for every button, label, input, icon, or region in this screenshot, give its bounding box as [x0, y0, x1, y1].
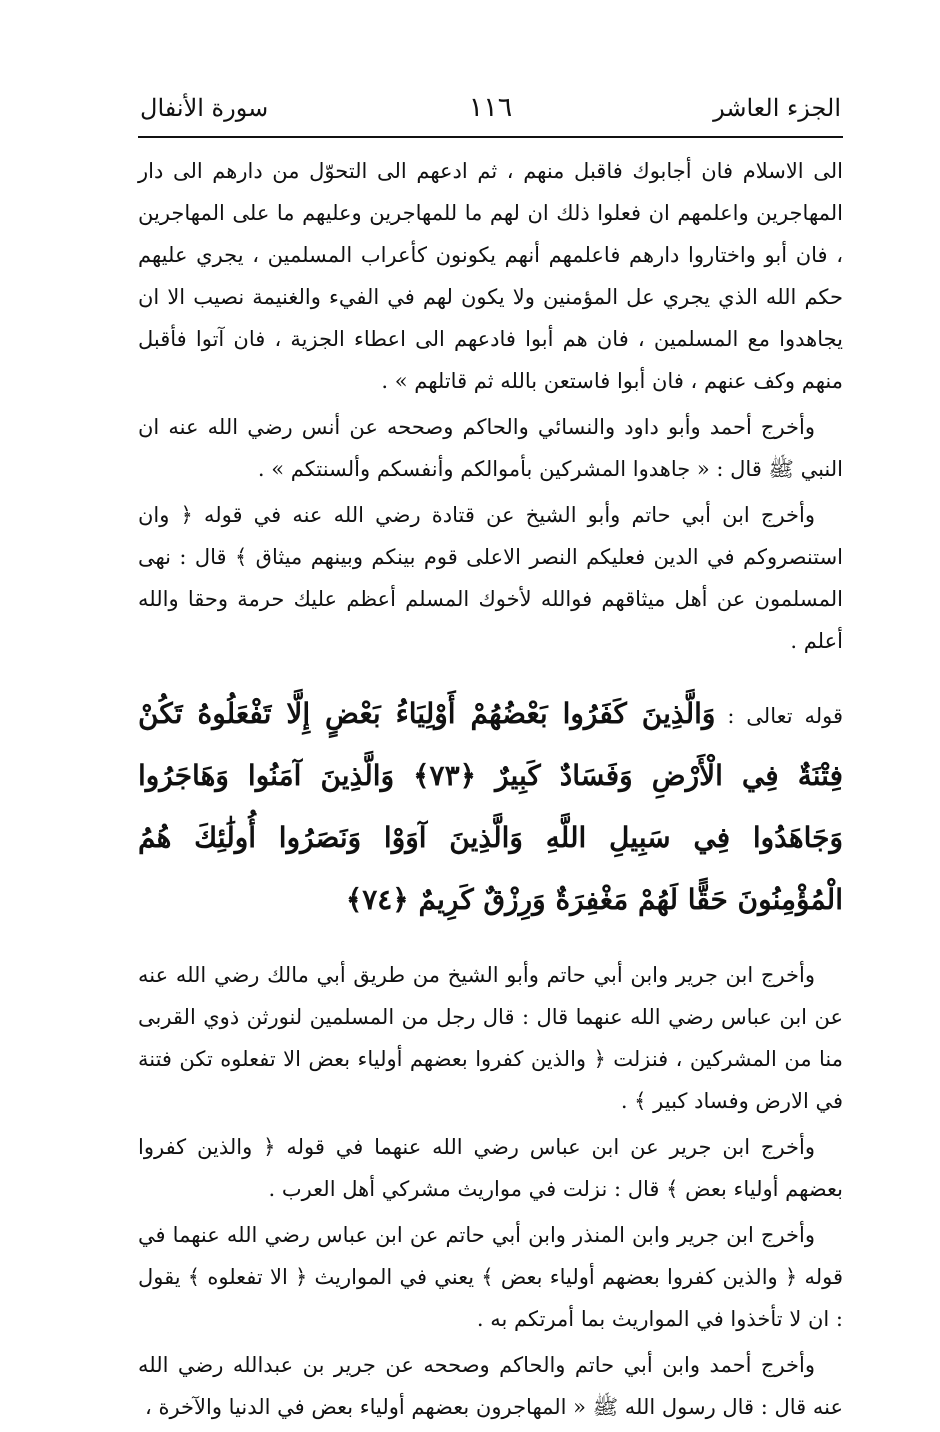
page-body: [138, 150, 843, 1428]
paragraph-ibn-jarir-3: وأخرج ابن جرير وابن المنذر وابن أبي حاتم عن ابن عباس رضي الله عنهما في قوله ﴿ والذين كفروا بعضهم أولياء بعض ﴾ يعني في المواريث ﴿ الا تفعلوه ﴾ يقول : ان لا تأخذوا في المواريث بما أمرتكم به .: [138, 1223, 843, 1331]
paragraph-ibn-jarir-1: وأخرج ابن جرير وابن أبي حاتم وأبو الشيخ من طريق أبي مالك رضي الله عنه عن ابن عباس رضي الله عنهما قال : قال رجل من المسلمين لنورثن ذوي القربى منا من المشركين ، فنزلت ﴿ والذين كفروا بعضهم أولياء بعض الا تفعلوه تكن فتنة في الارض وفساد كبير ﴾ .: [138, 963, 843, 1113]
surah-label: سورة الأنفال: [140, 94, 269, 122]
paragraph-qatada: وأخرج ابن أبي حاتم وأبو الشيخ عن قتادة رضي الله عنه في قوله ﴿ وان استنصروكم في الدين فعليكم النصر الاعلى قوم بينكم وبينهم ميثاق ﴾ قال : نهى المسلمون عن أهل ميثاقهم فوالله لأخوك المسلم أعظم عليك حرمة وحقا والله أعلم .: [138, 503, 843, 653]
paragraph-jarir-ibn-abdullah: وأخرج أحمد وابن أبي حاتم والحاكم وصححه عن جرير بن عبدالله رضي الله عنه قال : قال رسول الله ﷺ « المهاجرون بعضهم أولياء بعض في الدنيا والآخرة ،: [138, 1353, 843, 1419]
page-number: ١١٦: [468, 92, 513, 123]
paragraph-continuation: الى الاسلام فان أجابوك فاقبل منهم ، ثم ادعهم الى التحوّل من دارهم الى دار المهاجرين واعلمهم ان فعلوا ذلك ان لهم ما للمهاجرين وعليهم ما على المهاجرين ، فان أبو واختاروا دارهم فاعلمهم أنهم يكونون كأعراب المسلمين ، يجري عليهم حكم الله الذي يجري عل المؤمنين ولا يكون لهم في الفيء والغنيمة نصيب الا ان يجاهدوا مع المسلمين ، فان هم أبوا فادعهم الى اعطاء الجزية ، فان آتوا فأقبل منهم وكف عنهم ، فان أبوا فاستعن بالله ثم قاتلهم » .: [138, 159, 843, 393]
verse-text: وَالَّذِينَ كَفَرُوا بَعْضُهُمْ أَوْلِيَاءُ بَعْضٍ إِلَّا تَفْعَلُوهُ تَكُنْ فِتْنَةٌ فِي الْأَرْضِ وَفَسَادٌ كَبِيرٌ ﴿٧٣﴾ وَالَّذِينَ آمَنُوا وَهَاجَرُوا وَجَاهَدُوا فِي سَبِيلِ اللَّهِ وَالَّذِينَ آوَوْا وَنَصَرُوا أُولَٰئِكَ هُمُ الْمُؤْمِنُونَ حَقًّا لَهُمْ مَغْفِرَةٌ وَرِزْقٌ كَرِيمٌ ﴿٧٤﴾: [138, 697, 843, 916]
paragraph-ibn-jarir-2: وأخرج ابن جرير عن ابن عباس رضي الله عنهما في قوله ﴿ والذين كفروا بعضهم أولياء بعض ﴾ قال : نزلت في مواريث مشركي أهل العرب .: [138, 1135, 843, 1201]
verse-intro: قوله تعالى :: [727, 704, 843, 728]
paragraph-hadith-anas: وأخرج أحمد وأبو داود والنسائي والحاكم وصححه عن أنس رضي الله عنه ان النبي ﷺ قال : « جاهدوا المشركين بأموالكم وأنفسكم وألسنتكم » .: [138, 415, 843, 481]
quran-verse-block: [138, 684, 843, 932]
page-header: [138, 88, 843, 138]
book-page: [138, 88, 843, 1432]
juz-label: الجزء العاشر: [713, 94, 841, 122]
